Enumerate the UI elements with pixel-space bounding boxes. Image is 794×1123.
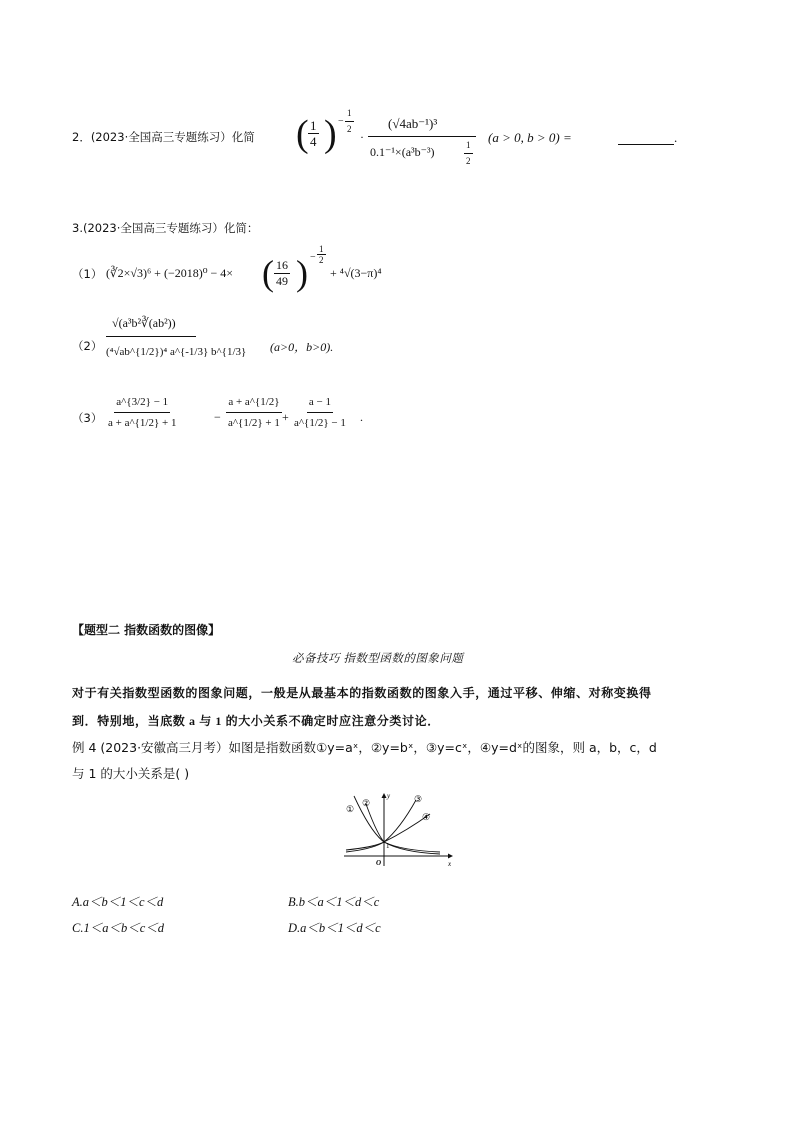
part-3-fraction-2: [226, 396, 282, 429]
dot-operator: ·: [360, 130, 364, 144]
part-2-condition: (a>0，b>0).: [270, 340, 334, 354]
part-2-denominator: (⁴√ab^{1/2})⁴ a^{-1/3} b^{1/3}: [106, 346, 247, 358]
exponent-minus: −: [310, 252, 316, 263]
question-2: [72, 108, 678, 168]
main-fraction: [368, 112, 478, 164]
example-4-line-2: 与 1 的大小关系是( ): [72, 766, 190, 781]
option-b[interactable]: B.b＜a＜1＜d＜c: [288, 895, 380, 909]
x-axis-arrow: [448, 854, 453, 859]
part-1-exponent: [317, 244, 326, 265]
part-2-numerator: √(a³b²∛(ab²)): [112, 316, 176, 330]
question-3-part-3: [72, 392, 292, 450]
question-3-part-1: [72, 244, 402, 298]
part-1-expr-a: (∛2×√3)⁶ + (−2018)⁰ − 4×: [106, 266, 234, 280]
exponent-numerator: 1: [345, 106, 354, 122]
label-curve-2: ②: [362, 798, 371, 808]
fraction-one-quarter: [308, 118, 319, 149]
part-1-expr-b: + ⁴√(3−π)⁴: [330, 266, 382, 280]
part-2-fraction-bar: [106, 336, 196, 337]
question-3-part-2: [72, 310, 332, 382]
part-3-fraction-3: [292, 396, 348, 429]
one-label: 1: [386, 842, 390, 850]
part-1-frac-den: 49: [276, 274, 288, 288]
exponential-graph: [336, 790, 462, 870]
p3-f2-num: a + a^{1/2}: [226, 396, 281, 413]
part-2-label: （2）: [72, 339, 103, 353]
paren-left: (: [296, 113, 309, 155]
den-exp-numerator: 1: [464, 138, 473, 154]
p3-f1-num: a^{3/2} − 1: [114, 396, 170, 413]
exponent-minus: −: [338, 116, 344, 127]
question-2-prefix: 2．(2023·全国高三专题练习）化简: [72, 130, 255, 144]
p3-f3-num: a − 1: [307, 396, 333, 413]
main-denominator: 0.1⁻¹×(a³b⁻³): [370, 145, 435, 159]
skill-text-line-2: 到．特别地，当底数 a 与 1 的大小关系不确定时应注意分类讨论．: [72, 714, 440, 728]
fraction-bar: [368, 136, 476, 137]
p1-exp-num: 1: [319, 244, 324, 254]
paren-left: (: [262, 253, 274, 293]
end-period: .: [674, 130, 678, 145]
paren-right: ): [324, 113, 337, 155]
question-3-part-3-cont: [292, 392, 372, 450]
part-1-fraction: [274, 258, 290, 289]
graph-svg: [336, 790, 462, 870]
part-3-end: .: [360, 410, 363, 424]
skill-text-line-1: 对于有关指数型函数的图象问题，一般是从最基本的指数函数的图象入手，通过平移、伸缩、对称变换得: [72, 686, 652, 700]
option-c[interactable]: C.1＜a＜b＜c＜d: [72, 921, 165, 935]
p3-f2-den: a^{1/2} + 1: [228, 417, 280, 429]
example-4-line-1: 例 4 (2023·安徽高三月考）如图是指数函数①y=aˣ，②y=bˣ，③y=cˣ，④y=dˣ的图象，则 a，b，c，d: [72, 740, 657, 755]
y-axis-arrow: [382, 793, 387, 798]
part-1-label: （1）: [72, 267, 103, 281]
minus-sign: −: [214, 410, 221, 424]
fraction-denominator: 4: [310, 134, 317, 149]
main-numerator: (√4ab⁻¹)³: [388, 116, 438, 131]
label-curve-1: ①: [346, 804, 355, 814]
y-axis-label: y: [387, 792, 391, 800]
skill-title: 必备技巧 指数型函数的图象问题: [292, 653, 464, 665]
origin-label: O: [376, 859, 382, 867]
exponent-denominator: 2: [347, 124, 352, 134]
part-3-label: （3）: [72, 411, 103, 425]
denominator-exponent: [464, 138, 473, 169]
p3-f1-den: a + a^{1/2} + 1: [108, 417, 177, 429]
part-3-fraction-1: [106, 396, 178, 429]
option-a[interactable]: A.a＜b＜1＜c＜d: [72, 895, 164, 909]
question-3-header: 3.(2023·全国高三专题练习）化简：: [72, 221, 259, 235]
section-title: 【题型二 指数函数的图像】: [72, 623, 221, 637]
label-curve-3: ③: [414, 794, 423, 804]
condition: (a > 0, b > 0) =: [488, 130, 572, 145]
answer-blank: [618, 130, 674, 145]
option-d[interactable]: D.a＜b＜1＜d＜c: [288, 921, 381, 935]
x-axis-label: x: [448, 860, 452, 868]
den-exp-denominator: 2: [466, 156, 471, 166]
label-curve-4: ④: [422, 812, 431, 822]
paren-right: ): [296, 253, 308, 293]
curve-3: [346, 800, 416, 852]
plus-sign: +: [282, 410, 289, 424]
exponent-half: [345, 106, 354, 137]
p3-f3-den: a^{1/2} − 1: [294, 417, 346, 429]
part-1-frac-num: 16: [276, 258, 288, 272]
p1-exp-den: 2: [319, 255, 324, 265]
fraction-numerator: 1: [310, 118, 317, 133]
